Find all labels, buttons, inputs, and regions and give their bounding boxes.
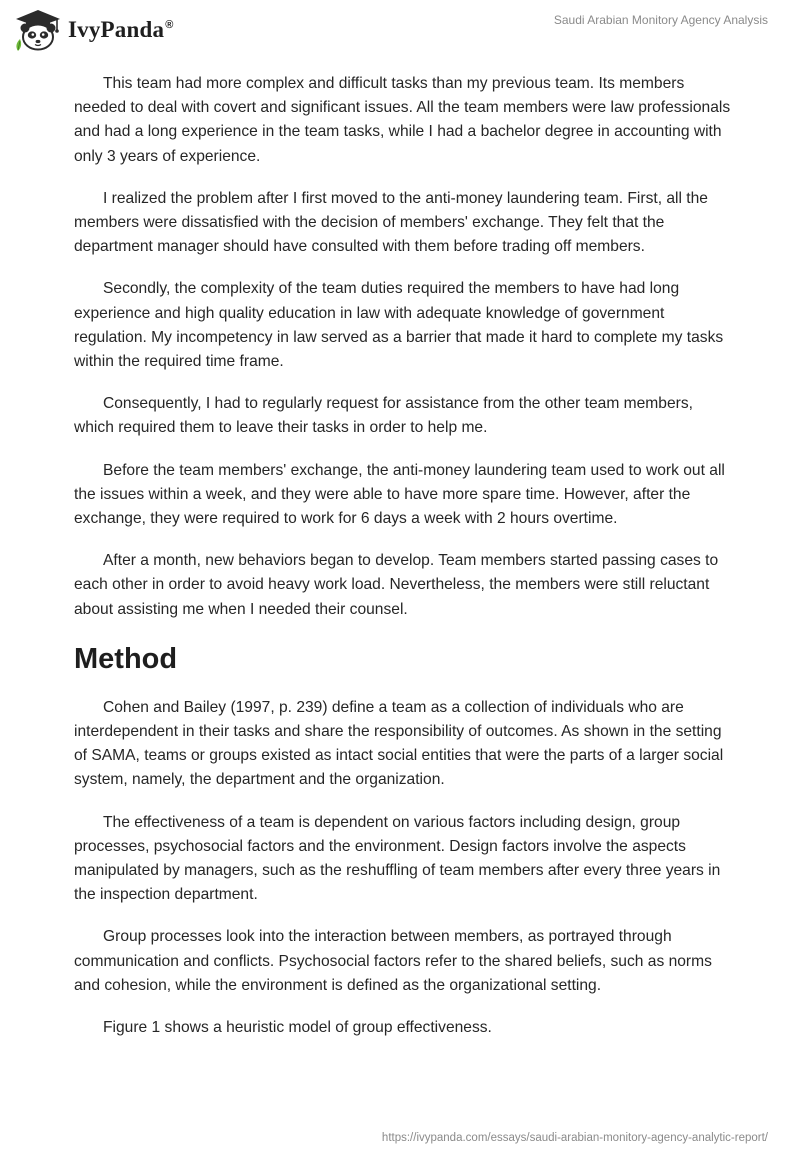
source-url[interactable]: https://ivypanda.com/essays/saudi-arabian-monitory-agency-analytic-report/	[381, 1132, 768, 1144]
paragraph: This team had more complex and difficult tasks than my previous team. Its members needed to deal with covert and significant issues. All the team members were law professionals and had a long experience in the team tasks, while I had a bachelor degree in accounting with only 3 years of experience.	[74, 75, 731, 165]
page-header	[0, 0, 800, 60]
section-heading-method: Method	[74, 642, 178, 675]
paragraph: Before the team members' exchange, the anti-money laundering team used to work out all the issues within a week, and they were able to have more spare time. However, after the exchange, they were required to work for 6 days a week with 2 hours overtime.	[74, 461, 725, 528]
essay-content	[74, 72, 734, 1058]
paragraph: Consequently, I had to regularly request for assistance from the other team members, which required them to leave their tasks in order to help me.	[74, 395, 693, 437]
ivypanda-logo[interactable]	[12, 8, 174, 52]
paragraph: After a month, new behaviors began to develop. Team members started passing cases to each other in order to avoid heavy work load. Nevertheless, the members were still reluctant about assisting me when I needed their counsel.	[74, 552, 719, 618]
paragraph: Cohen and Bailey (1997, p. 239) define a team as a collection of individuals who are interdependent in their tasks and share the responsibility of outcomes. As shown in the setting of SAMA, teams or groups existed as intact social entities that were the parts of a larger social system, namely, the department and the organization.	[74, 698, 724, 789]
paragraph: Figure 1 shows a heuristic model of group effectiveness.	[103, 1019, 492, 1037]
panda-graduate-icon	[12, 8, 64, 52]
paragraph: Secondly, the complexity of the team duties required the members to have had long experience and high quality education in law with adequate knowledge of government regulation. My incompetency in law served as a barrier that made it hard to complete my tasks within the required time frame.	[74, 280, 724, 371]
paragraph: Group processes look into the interaction between members, as portrayed through communication and conflicts. Psychosocial factors refer to the shared beliefs, such as norms and cohesion, while the environment is defined as the organizational setting.	[74, 928, 712, 994]
document-title: Saudi Arabian Monitory Agency Analysis	[553, 13, 768, 27]
paragraph: I realized the problem after I first moved to the anti-money laundering team. First, all the members were dissatisfied with the decision of members' exchange. They felt that the department manager should have consulted with them before trading off members.	[74, 189, 708, 256]
logo-text: IvyPanda®	[68, 17, 174, 42]
paragraph: The effectiveness of a team is dependent on various factors including design, group processes, psychosocial factors and the environment. Design factors involve the aspects manipulated by managers, such as the reshuffling of team members after every three years in the inspection department.	[74, 813, 721, 904]
